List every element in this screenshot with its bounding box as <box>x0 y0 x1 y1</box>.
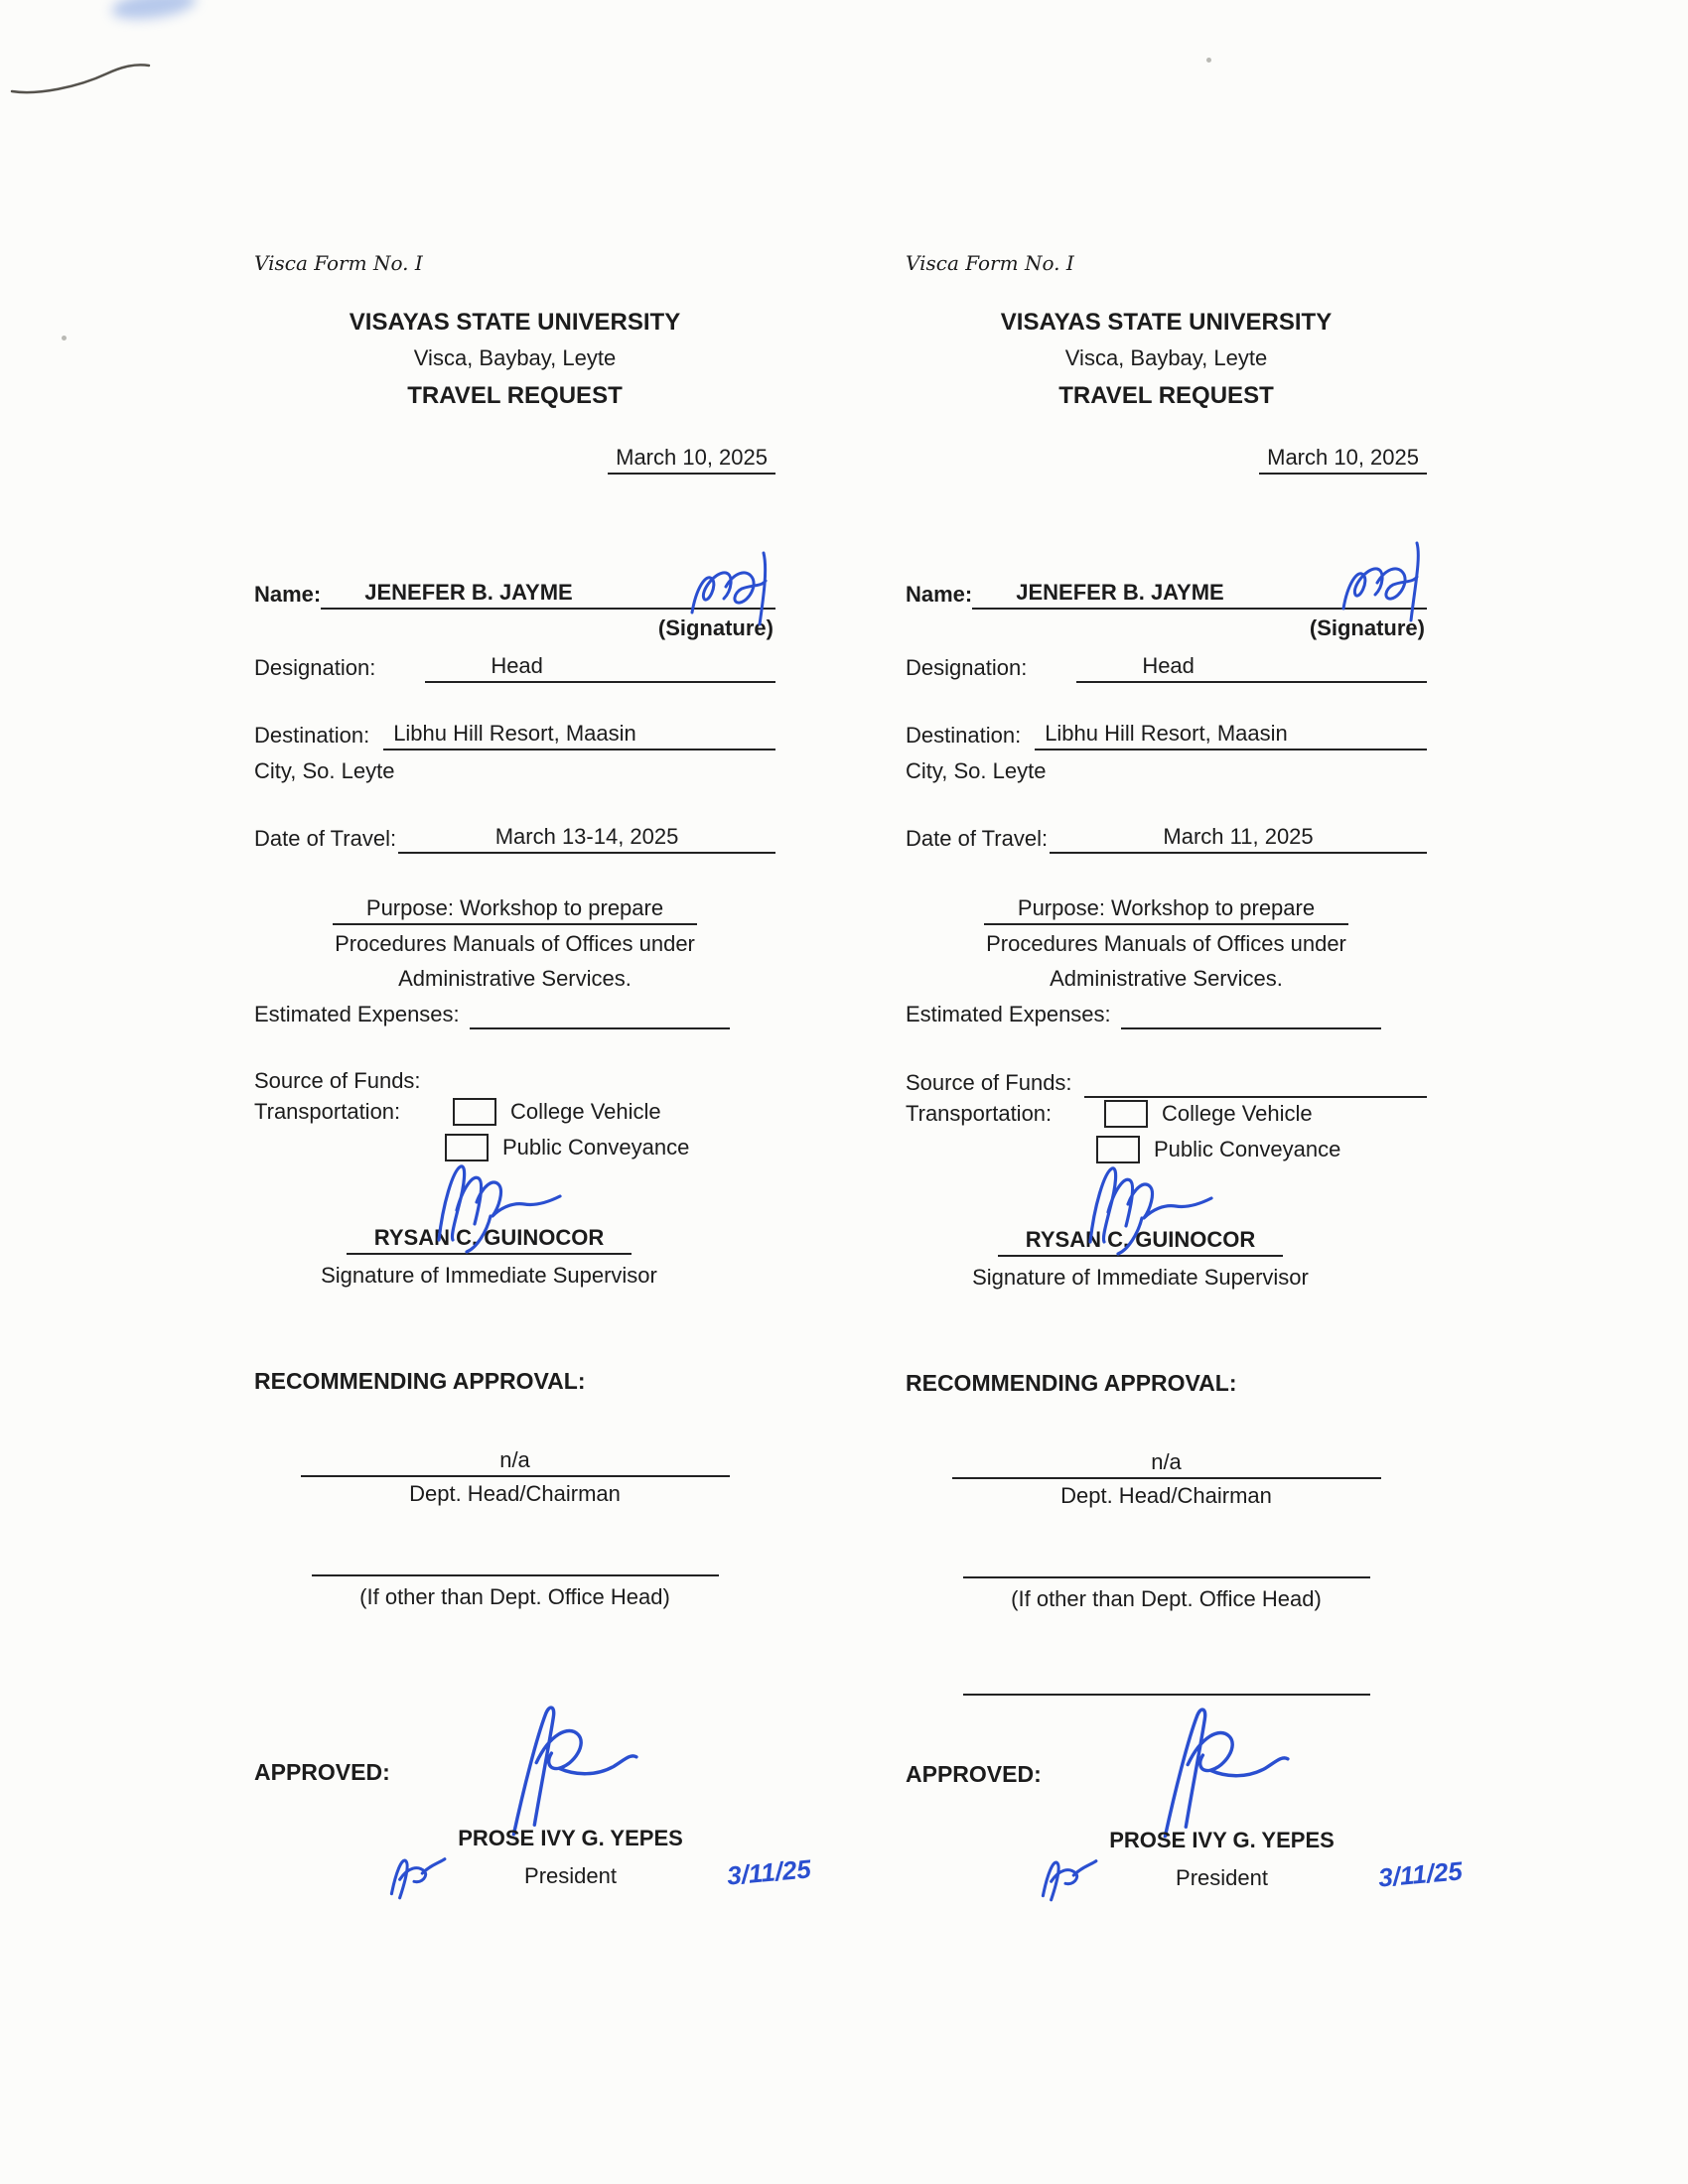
destination-value: Libhu Hill Resort, Maasin <box>1035 719 1427 751</box>
purpose-line1: Purpose: Workshop to prepare <box>984 893 1348 925</box>
supervisor-name: RYSAN C. GUINOCOR <box>347 1223 632 1255</box>
president-title-row <box>961 1855 1482 1893</box>
university-name: VISAYAS STATE UNIVERSITY <box>1000 309 1333 336</box>
transportation-label: Transportation: <box>254 1099 401 1124</box>
approved-label: APPROVED: <box>254 1759 390 1785</box>
public-conveyance-checkbox <box>445 1134 489 1161</box>
estimated-expenses-row <box>254 998 775 1029</box>
estimated-expenses-label: Estimated Expenses: <box>906 1002 1111 1026</box>
purpose-line1-row <box>906 893 1427 925</box>
supervisor-signature-block <box>228 1223 750 1291</box>
destination-value-line2: City, So. Leyte <box>906 758 1047 783</box>
destination-value: Libhu Hill Resort, Maasin <box>383 719 775 751</box>
president-name: PROSE IVY G. YEPES <box>1109 1828 1335 1852</box>
travel-date-row <box>906 822 1427 854</box>
university-name: VISAYAS STATE UNIVERSITY <box>349 309 681 336</box>
signature-caption: (Signature) <box>1309 615 1425 640</box>
designation-value: Head <box>425 651 775 683</box>
other-head-blank-line <box>963 1549 1370 1578</box>
transportation-row <box>254 1096 775 1128</box>
supervisor-name: RYSAN C. GUINOCOR <box>998 1225 1283 1257</box>
travel-date-label: Date of Travel: <box>906 826 1049 851</box>
college-vehicle-label: College Vehicle <box>1162 1101 1313 1126</box>
travel-date-value: March 11, 2025 <box>1050 822 1427 854</box>
approved-label: APPROVED: <box>906 1761 1042 1787</box>
signature-caption: (Signature) <box>657 615 774 640</box>
public-conveyance-label: Public Conveyance <box>1154 1137 1341 1161</box>
name-value: JENEFER B. JAYME <box>972 578 1427 610</box>
university-address: Visca, Baybay, Leyte <box>413 345 617 370</box>
source-of-funds-row <box>254 1066 775 1096</box>
purpose-line3: Administrative Services. <box>1050 966 1283 991</box>
other-head-blank-line <box>312 1547 719 1576</box>
designation-label: Designation: <box>906 655 1028 680</box>
purpose-line2: Procedures Manuals of Offices under <box>986 931 1346 956</box>
handwritten-date: 3/11/25 <box>725 1853 812 1891</box>
dept-head-caption: Dept. Head/Chairman <box>409 1481 621 1506</box>
designation-label: Designation: <box>254 655 376 680</box>
destination-label: Destination: <box>906 723 1022 748</box>
source-of-funds-label: Source of Funds: <box>906 1070 1072 1095</box>
name-row <box>906 578 1427 610</box>
university-address: Visca, Baybay, Leyte <box>1064 345 1268 370</box>
president-title: President <box>524 1863 617 1888</box>
supervisor-signature-block <box>880 1225 1401 1293</box>
college-vehicle-checkbox <box>453 1098 496 1126</box>
estimated-expenses-row <box>906 998 1427 1029</box>
form-title: TRAVEL REQUEST <box>1058 382 1274 409</box>
purpose-line1-row <box>254 893 775 925</box>
public-conveyance-checkbox <box>1096 1136 1140 1163</box>
estimated-expenses-value <box>470 998 730 1029</box>
designation-row <box>906 651 1427 683</box>
other-head-caption: (If other than Dept. Office Head) <box>1011 1586 1322 1611</box>
other-head-caption: (If other than Dept. Office Head) <box>359 1584 670 1609</box>
form-title: TRAVEL REQUEST <box>407 382 623 409</box>
source-of-funds-value <box>1084 1066 1427 1098</box>
supervisor-caption: Signature of Immediate Supervisor <box>321 1263 657 1288</box>
travel-date-row <box>254 822 775 854</box>
recommending-approval-label: RECOMMENDING APPROVAL: <box>906 1370 1237 1396</box>
destination-value-line2: City, So. Leyte <box>254 758 395 783</box>
extra-blank-line <box>963 1666 1370 1696</box>
request-date-row <box>254 443 775 475</box>
name-label: Name: <box>254 582 322 607</box>
request-date: March 10, 2025 <box>608 443 775 475</box>
travel-request-form-right <box>906 250 1464 1893</box>
purpose-line3: Administrative Services. <box>398 966 632 991</box>
travel-date-value: March 13-14, 2025 <box>398 822 775 854</box>
purpose-line1: Purpose: Workshop to prepare <box>333 893 697 925</box>
request-date: March 10, 2025 <box>1259 443 1427 475</box>
transportation-label: Transportation: <box>906 1101 1053 1126</box>
form-number: Visca Form No. I <box>254 251 423 275</box>
supervisor-caption: Signature of Immediate Supervisor <box>972 1265 1309 1290</box>
destination-label: Destination: <box>254 723 370 748</box>
scan-speck <box>62 336 67 341</box>
approved-block <box>254 1757 812 1891</box>
president-title-row <box>310 1853 831 1891</box>
handwritten-date: 3/11/25 <box>1376 1855 1464 1893</box>
request-date-row <box>906 443 1427 475</box>
source-of-funds-label: Source of Funds: <box>254 1068 421 1093</box>
college-vehicle-label: College Vehicle <box>510 1099 661 1124</box>
college-vehicle-checkbox <box>1104 1100 1148 1128</box>
destination-row <box>906 719 1427 751</box>
president-name: PROSE IVY G. YEPES <box>458 1826 683 1850</box>
designation-row <box>254 651 775 683</box>
travel-date-label: Date of Travel: <box>254 826 397 851</box>
conveyance-row <box>906 1134 1427 1165</box>
public-conveyance-label: Public Conveyance <box>502 1135 690 1160</box>
destination-row <box>254 719 775 751</box>
source-of-funds-row <box>906 1066 1427 1098</box>
name-row <box>254 578 775 610</box>
travel-request-form-left <box>254 250 812 1891</box>
estimated-expenses-label: Estimated Expenses: <box>254 1002 460 1026</box>
name-label: Name: <box>906 582 973 607</box>
form-number: Visca Form No. I <box>906 251 1074 275</box>
scan-speck <box>1206 58 1211 63</box>
approved-block <box>906 1759 1464 1893</box>
dept-head-value: n/a <box>952 1447 1381 1479</box>
name-value: JENEFER B. JAYME <box>321 578 775 610</box>
dept-head-value: n/a <box>301 1445 730 1477</box>
designation-value: Head <box>1076 651 1427 683</box>
estimated-expenses-value <box>1121 998 1381 1029</box>
dept-head-caption: Dept. Head/Chairman <box>1060 1483 1272 1508</box>
blue-smudge-artifact <box>110 0 199 24</box>
president-title: President <box>1176 1865 1268 1890</box>
scan-hair-artifact <box>8 52 157 101</box>
transportation-row <box>906 1098 1427 1130</box>
conveyance-row <box>254 1132 775 1163</box>
purpose-line2: Procedures Manuals of Offices under <box>335 931 695 956</box>
recommending-approval-label: RECOMMENDING APPROVAL: <box>254 1368 586 1394</box>
